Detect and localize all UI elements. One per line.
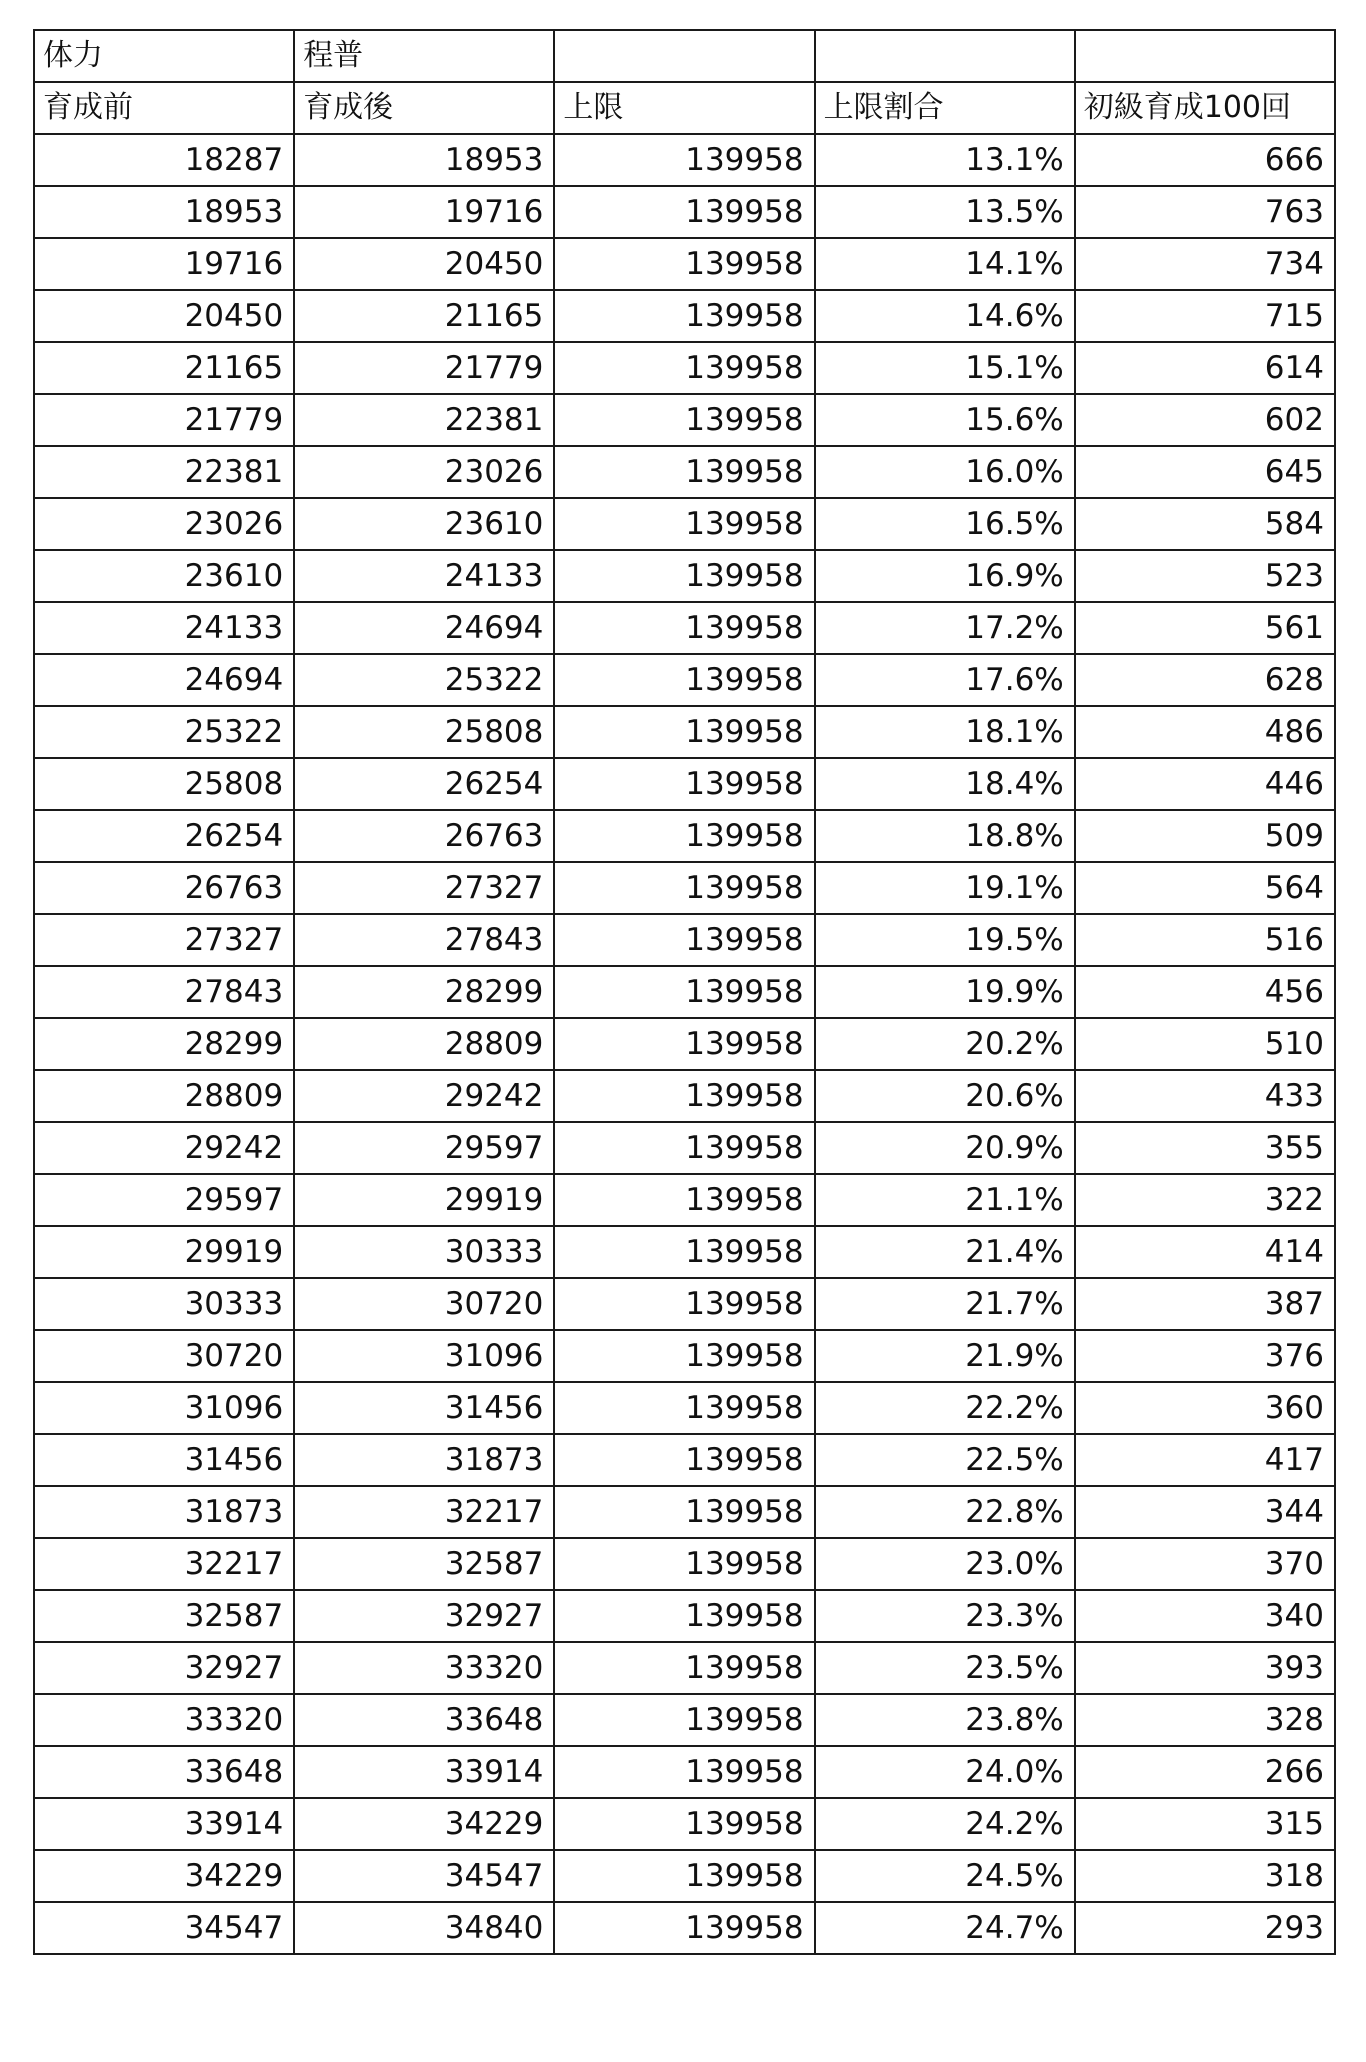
cell-after[interactable]: 24133 [294, 550, 554, 602]
cell-after[interactable]: 31456 [294, 1382, 554, 1434]
cell-cap[interactable]: 139958 [554, 238, 814, 290]
cell-cap-ratio[interactable]: 19.1% [815, 862, 1075, 914]
cell-after[interactable]: 24694 [294, 602, 554, 654]
cell-cap-ratio[interactable]: 20.6% [815, 1070, 1075, 1122]
cell-before[interactable]: 27843 [34, 966, 294, 1018]
cell-after[interactable]: 30720 [294, 1278, 554, 1330]
cell-before[interactable]: 29597 [34, 1174, 294, 1226]
cell-before[interactable]: 22381 [34, 446, 294, 498]
column-header-cap[interactable]: 上限 [554, 82, 814, 134]
table-row [34, 1070, 1335, 1122]
table-row [34, 238, 1335, 290]
cell-before[interactable]: 32927 [34, 1642, 294, 1694]
cell-cap-ratio[interactable]: 19.5% [815, 914, 1075, 966]
cell-gain[interactable]: 763 [1075, 186, 1335, 238]
cell-after[interactable]: 27327 [294, 862, 554, 914]
cell-cap-ratio[interactable]: 17.2% [815, 602, 1075, 654]
cell-after[interactable]: 32927 [294, 1590, 554, 1642]
cell-before[interactable]: 29919 [34, 1226, 294, 1278]
cell-gain[interactable]: 614 [1075, 342, 1335, 394]
cell-cap[interactable]: 139958 [554, 758, 814, 810]
stat-name-cell[interactable]: 体力 [34, 30, 294, 82]
cell-gain[interactable]: 315 [1075, 1798, 1335, 1850]
cell-cap-ratio[interactable]: 21.4% [815, 1226, 1075, 1278]
cell-gain[interactable]: 645 [1075, 446, 1335, 498]
cell-before[interactable]: 33648 [34, 1746, 294, 1798]
table-row [34, 498, 1335, 550]
cell-gain[interactable]: 564 [1075, 862, 1335, 914]
cell-cap-ratio[interactable]: 24.2% [815, 1798, 1075, 1850]
cell-cap-ratio[interactable]: 21.9% [815, 1330, 1075, 1382]
cell-cap[interactable]: 139958 [554, 966, 814, 1018]
cell-before[interactable]: 23026 [34, 498, 294, 550]
cell-cap[interactable]: 139958 [554, 654, 814, 706]
cell-cap-ratio[interactable]: 14.1% [815, 238, 1075, 290]
cell-gain[interactable]: 360 [1075, 1382, 1335, 1434]
cell-after[interactable]: 31096 [294, 1330, 554, 1382]
cell-cap-ratio[interactable]: 13.1% [815, 134, 1075, 186]
cell-cap-ratio[interactable]: 20.9% [815, 1122, 1075, 1174]
cell-after[interactable]: 33648 [294, 1694, 554, 1746]
cell-cap[interactable]: 139958 [554, 550, 814, 602]
table-row [34, 654, 1335, 706]
cell-cap[interactable]: 139958 [554, 1798, 814, 1850]
table-row [34, 186, 1335, 238]
cell-gain[interactable]: 328 [1075, 1694, 1335, 1746]
table-row [34, 1850, 1335, 1902]
cell-after[interactable]: 21779 [294, 342, 554, 394]
column-header-cap-ratio[interactable]: 上限割合 [815, 82, 1075, 134]
cell-after[interactable]: 34547 [294, 1850, 554, 1902]
cell-cap[interactable]: 139958 [554, 706, 814, 758]
table-row [34, 1538, 1335, 1590]
cell-before[interactable]: 25322 [34, 706, 294, 758]
table-row [34, 1486, 1335, 1538]
table-row [34, 1694, 1335, 1746]
cell-before[interactable]: 21165 [34, 342, 294, 394]
cell-cap[interactable]: 139958 [554, 134, 814, 186]
cell-before[interactable]: 33914 [34, 1798, 294, 1850]
cell-before[interactable]: 28809 [34, 1070, 294, 1122]
cell-gain[interactable]: 266 [1075, 1746, 1335, 1798]
cell-gain[interactable]: 561 [1075, 602, 1335, 654]
table-row [34, 550, 1335, 602]
cell-cap-ratio[interactable]: 23.3% [815, 1590, 1075, 1642]
cell-cap[interactable]: 139958 [554, 1278, 814, 1330]
cell-after[interactable]: 33320 [294, 1642, 554, 1694]
cell-after[interactable]: 25322 [294, 654, 554, 706]
table-row [34, 1330, 1335, 1382]
cell-cap[interactable]: 139958 [554, 394, 814, 446]
cell-cap[interactable]: 139958 [554, 498, 814, 550]
cell-gain[interactable]: 510 [1075, 1018, 1335, 1070]
column-header-gain[interactable]: 初級育成100回 [1075, 82, 1335, 134]
cell-cap-ratio[interactable]: 15.6% [815, 394, 1075, 446]
cell-cap-ratio[interactable]: 21.7% [815, 1278, 1075, 1330]
cell-gain[interactable]: 322 [1075, 1174, 1335, 1226]
cell-after[interactable]: 22381 [294, 394, 554, 446]
cell-cap-ratio[interactable]: 24.0% [815, 1746, 1075, 1798]
cell-after[interactable]: 30333 [294, 1226, 554, 1278]
cell-gain[interactable]: 456 [1075, 966, 1335, 1018]
table-body [34, 30, 1335, 1954]
cell-gain[interactable]: 734 [1075, 238, 1335, 290]
cell-cap-ratio[interactable]: 17.6% [815, 654, 1075, 706]
cell-cap-ratio[interactable]: 20.2% [815, 1018, 1075, 1070]
table-row [34, 810, 1335, 862]
cell-after[interactable]: 29597 [294, 1122, 554, 1174]
cell-cap[interactable]: 139958 [554, 1434, 814, 1486]
cell-cap[interactable]: 139958 [554, 290, 814, 342]
cell-before[interactable]: 30333 [34, 1278, 294, 1330]
cell-before[interactable]: 34229 [34, 1850, 294, 1902]
cell-cap[interactable]: 139958 [554, 1330, 814, 1382]
cell-gain[interactable]: 318 [1075, 1850, 1335, 1902]
cell-gain[interactable]: 666 [1075, 134, 1335, 186]
table-row [34, 342, 1335, 394]
cell-before[interactable]: 19716 [34, 238, 294, 290]
cell-cap-ratio[interactable]: 13.5% [815, 186, 1075, 238]
cell-cap[interactable]: 139958 [554, 1226, 814, 1278]
cell-cap[interactable]: 139958 [554, 1590, 814, 1642]
cell-after[interactable]: 34840 [294, 1902, 554, 1954]
column-header-before[interactable]: 育成前 [34, 82, 294, 134]
cell-cap[interactable]: 139958 [554, 1642, 814, 1694]
cell-cap-ratio[interactable]: 19.9% [815, 966, 1075, 1018]
cell-before[interactable]: 24133 [34, 602, 294, 654]
character-name-cell[interactable]: 程普 [294, 30, 554, 82]
cell-gain[interactable]: 355 [1075, 1122, 1335, 1174]
table-row [34, 1434, 1335, 1486]
table-row [34, 706, 1335, 758]
cell-cap-ratio[interactable]: 16.0% [815, 446, 1075, 498]
cell-cap-ratio[interactable]: 18.1% [815, 706, 1075, 758]
table-row [34, 1642, 1335, 1694]
cell-cap-ratio[interactable]: 24.7% [815, 1902, 1075, 1954]
cell-cap[interactable]: 139958 [554, 810, 814, 862]
cell-cap-ratio[interactable]: 16.5% [815, 498, 1075, 550]
cell-cap[interactable]: 139958 [554, 862, 814, 914]
cell-before[interactable]: 29242 [34, 1122, 294, 1174]
cell-before[interactable]: 34547 [34, 1902, 294, 1954]
cell-after[interactable]: 29919 [294, 1174, 554, 1226]
cell-after[interactable]: 28809 [294, 1018, 554, 1070]
table-row [34, 1018, 1335, 1070]
empty-cell[interactable] [554, 30, 814, 82]
cell-before[interactable]: 30720 [34, 1330, 294, 1382]
cell-gain[interactable]: 344 [1075, 1486, 1335, 1538]
table-row [34, 1278, 1335, 1330]
cell-after[interactable]: 32217 [294, 1486, 554, 1538]
cell-cap[interactable]: 139958 [554, 1538, 814, 1590]
cell-gain[interactable]: 293 [1075, 1902, 1335, 1954]
cell-cap-ratio[interactable]: 15.1% [815, 342, 1075, 394]
cell-cap-ratio[interactable]: 21.1% [815, 1174, 1075, 1226]
cell-after[interactable]: 23026 [294, 446, 554, 498]
table-row [34, 602, 1335, 654]
cell-gain[interactable]: 628 [1075, 654, 1335, 706]
table-row [34, 914, 1335, 966]
cell-gain[interactable]: 715 [1075, 290, 1335, 342]
cell-before[interactable]: 26254 [34, 810, 294, 862]
table-row [34, 1226, 1335, 1278]
cell-gain[interactable]: 417 [1075, 1434, 1335, 1486]
cell-before[interactable]: 31456 [34, 1434, 294, 1486]
cell-after[interactable]: 26254 [294, 758, 554, 810]
cell-gain[interactable]: 340 [1075, 1590, 1335, 1642]
cell-cap[interactable]: 139958 [554, 446, 814, 498]
cell-before[interactable]: 26763 [34, 862, 294, 914]
table-row [34, 1382, 1335, 1434]
cell-cap[interactable]: 139958 [554, 1174, 814, 1226]
cell-cap[interactable]: 139958 [554, 1850, 814, 1902]
cell-after[interactable]: 34229 [294, 1798, 554, 1850]
cell-gain[interactable]: 486 [1075, 706, 1335, 758]
cell-cap[interactable]: 139958 [554, 342, 814, 394]
cell-after[interactable]: 26763 [294, 810, 554, 862]
cell-after[interactable]: 27843 [294, 914, 554, 966]
cell-cap[interactable]: 139958 [554, 914, 814, 966]
cell-cap[interactable]: 139958 [554, 1746, 814, 1798]
cell-gain[interactable]: 602 [1075, 394, 1335, 446]
cell-cap-ratio[interactable]: 22.8% [815, 1486, 1075, 1538]
cell-gain[interactable]: 414 [1075, 1226, 1335, 1278]
cell-cap-ratio[interactable]: 23.5% [815, 1642, 1075, 1694]
table-row [34, 758, 1335, 810]
table-row [34, 446, 1335, 498]
cell-after[interactable]: 32587 [294, 1538, 554, 1590]
cell-cap[interactable]: 139958 [554, 1070, 814, 1122]
cell-after[interactable]: 18953 [294, 134, 554, 186]
cell-cap[interactable]: 139958 [554, 1382, 814, 1434]
cell-gain[interactable]: 516 [1075, 914, 1335, 966]
table-row [34, 1590, 1335, 1642]
data-table [33, 29, 1336, 1955]
cell-before[interactable]: 20450 [34, 290, 294, 342]
table-row [34, 1746, 1335, 1798]
cell-gain[interactable]: 387 [1075, 1278, 1335, 1330]
cell-before[interactable]: 18287 [34, 134, 294, 186]
table-row [34, 394, 1335, 446]
table-row [34, 1902, 1335, 1954]
column-header-row [34, 82, 1335, 134]
cell-after[interactable]: 21165 [294, 290, 554, 342]
empty-cell[interactable] [1075, 30, 1335, 82]
table-row [34, 134, 1335, 186]
cell-before[interactable]: 31873 [34, 1486, 294, 1538]
cell-cap[interactable]: 139958 [554, 1694, 814, 1746]
cell-before[interactable]: 25808 [34, 758, 294, 810]
empty-cell[interactable] [815, 30, 1075, 82]
cell-after[interactable]: 28299 [294, 966, 554, 1018]
cell-cap-ratio[interactable]: 23.8% [815, 1694, 1075, 1746]
cell-gain[interactable]: 509 [1075, 810, 1335, 862]
cell-after[interactable]: 31873 [294, 1434, 554, 1486]
cell-after[interactable]: 25808 [294, 706, 554, 758]
cell-cap-ratio[interactable]: 16.9% [815, 550, 1075, 602]
table-row [34, 290, 1335, 342]
cell-cap-ratio[interactable]: 18.4% [815, 758, 1075, 810]
cell-before[interactable]: 27327 [34, 914, 294, 966]
cell-before[interactable]: 33320 [34, 1694, 294, 1746]
cell-gain[interactable]: 376 [1075, 1330, 1335, 1382]
cell-after[interactable]: 20450 [294, 238, 554, 290]
cell-before[interactable]: 21779 [34, 394, 294, 446]
cell-cap-ratio[interactable]: 24.5% [815, 1850, 1075, 1902]
cell-before[interactable]: 32217 [34, 1538, 294, 1590]
table-row [34, 1798, 1335, 1850]
cell-before[interactable]: 32587 [34, 1590, 294, 1642]
cell-before[interactable]: 24694 [34, 654, 294, 706]
cell-before[interactable]: 31096 [34, 1382, 294, 1434]
cell-cap[interactable]: 139958 [554, 1122, 814, 1174]
cell-after[interactable]: 33914 [294, 1746, 554, 1798]
cell-cap[interactable]: 139958 [554, 186, 814, 238]
cell-cap-ratio[interactable]: 18.8% [815, 810, 1075, 862]
cell-cap[interactable]: 139958 [554, 1486, 814, 1538]
table-row [34, 966, 1335, 1018]
cell-gain[interactable]: 584 [1075, 498, 1335, 550]
title-row [34, 30, 1335, 82]
cell-cap-ratio[interactable]: 23.0% [815, 1538, 1075, 1590]
table-row [34, 862, 1335, 914]
cell-before[interactable]: 23610 [34, 550, 294, 602]
cell-cap-ratio[interactable]: 22.5% [815, 1434, 1075, 1486]
cell-gain[interactable]: 433 [1075, 1070, 1335, 1122]
table-row [34, 1174, 1335, 1226]
cell-gain[interactable]: 523 [1075, 550, 1335, 602]
cell-after[interactable]: 23610 [294, 498, 554, 550]
cell-gain[interactable]: 393 [1075, 1642, 1335, 1694]
cell-cap-ratio[interactable]: 22.2% [815, 1382, 1075, 1434]
cell-cap[interactable]: 139958 [554, 1018, 814, 1070]
spreadsheet [33, 29, 1334, 1955]
cell-before[interactable]: 18953 [34, 186, 294, 238]
cell-cap-ratio[interactable]: 14.6% [815, 290, 1075, 342]
column-header-after[interactable]: 育成後 [294, 82, 554, 134]
cell-cap[interactable]: 139958 [554, 602, 814, 654]
cell-gain[interactable]: 370 [1075, 1538, 1335, 1590]
cell-after[interactable]: 29242 [294, 1070, 554, 1122]
cell-gain[interactable]: 446 [1075, 758, 1335, 810]
table-row [34, 1122, 1335, 1174]
cell-before[interactable]: 28299 [34, 1018, 294, 1070]
cell-cap[interactable]: 139958 [554, 1902, 814, 1954]
cell-after[interactable]: 19716 [294, 186, 554, 238]
